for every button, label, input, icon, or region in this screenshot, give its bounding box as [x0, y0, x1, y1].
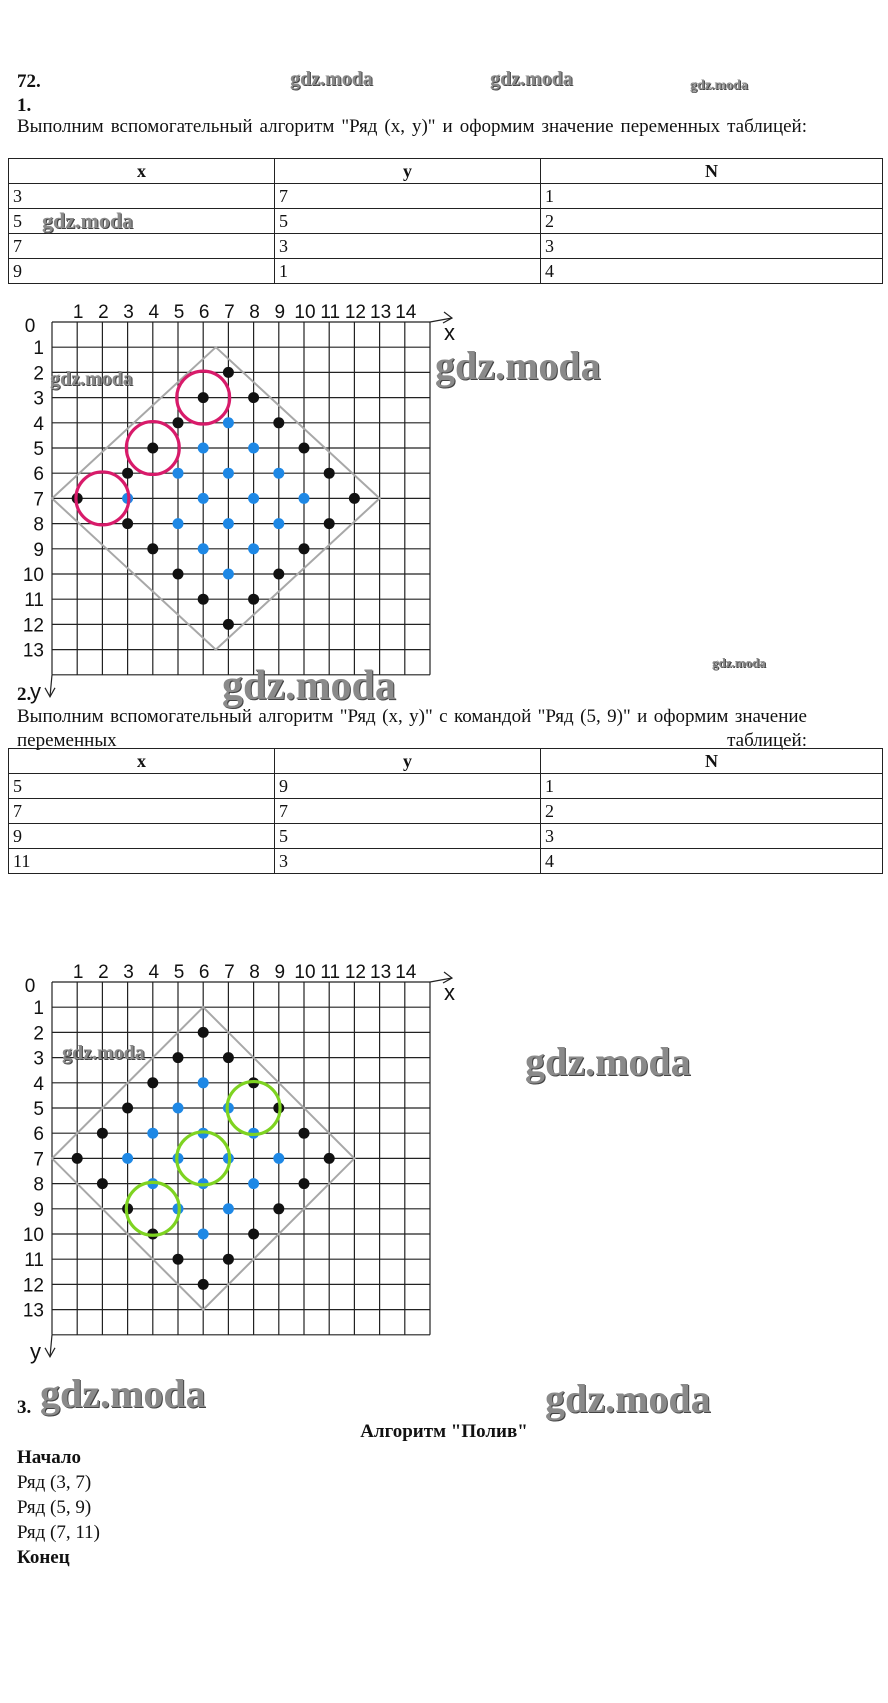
- y-tick-label: 10: [22, 1225, 44, 1246]
- table-row: [9, 824, 883, 849]
- black-point: [223, 619, 234, 630]
- x-tick-label: 9: [274, 302, 286, 323]
- y-tick-label: 9: [33, 539, 44, 561]
- part2-label: 2.: [17, 684, 32, 705]
- y-tick-label: 11: [24, 1250, 44, 1272]
- x-tick-label: 3: [123, 962, 134, 983]
- table-header-row: [9, 749, 883, 774]
- part3-label: 3.: [17, 1397, 32, 1418]
- cell-n: 2: [541, 209, 883, 234]
- y-tick-label: 1: [33, 998, 44, 1020]
- x-tick-label: 0: [24, 316, 36, 337]
- blue-point: [223, 468, 234, 479]
- cell-y: 7: [275, 184, 541, 209]
- watermark: gdz.moda: [490, 68, 573, 90]
- y-tick-label: 4: [33, 413, 44, 435]
- cell-n: 4: [541, 259, 883, 284]
- table-header-row: [9, 159, 883, 184]
- black-point: [198, 1027, 209, 1038]
- part1-text: Выполним вспомогательный алгоритм "Ряд (x, y)" и оформим значение переменных таблицей:: [17, 116, 807, 137]
- x-tick-label: 6: [198, 302, 210, 323]
- x-tick-label: 0: [24, 976, 36, 997]
- y-tick-label: 3: [33, 1048, 44, 1070]
- x-tick-label: 1: [72, 302, 84, 323]
- part1-table: [8, 158, 883, 284]
- black-point: [147, 543, 158, 554]
- y-tick-label: 5: [33, 439, 44, 460]
- black-point: [97, 1178, 108, 1189]
- y-tick-label: 12: [22, 615, 44, 637]
- blue-point: [248, 1178, 259, 1189]
- black-point: [122, 468, 133, 479]
- x-tick-label: 12: [344, 302, 366, 323]
- cell-y: 5: [275, 209, 541, 234]
- black-point: [299, 1128, 310, 1139]
- black-point: [173, 1052, 184, 1063]
- cell-n: 1: [541, 774, 883, 799]
- cell-n: 2: [541, 799, 883, 824]
- black-point: [223, 1052, 234, 1063]
- blue-point: [223, 518, 234, 529]
- black-point: [324, 468, 335, 479]
- watermark: gdz.moda: [290, 68, 373, 90]
- x-tick-label: 5: [173, 962, 185, 983]
- black-point: [273, 417, 284, 428]
- blue-point: [147, 1128, 158, 1139]
- black-point: [173, 569, 184, 580]
- part1-label: 1.: [17, 95, 32, 116]
- part2-text: Выполним вспомогательный алгоритм "Ряд (x, y)" с командой "Ряд (5, 9)" и оформим значение переменных таблицей:: [17, 706, 807, 751]
- cell-y: 1: [275, 259, 541, 284]
- black-point: [349, 493, 360, 504]
- blue-point: [299, 493, 310, 504]
- y-tick-label: 9: [33, 1199, 44, 1221]
- black-point: [299, 543, 310, 554]
- x-tick-label: 6: [198, 962, 210, 983]
- cell-x: 5: [9, 774, 275, 799]
- x-tick-label: 1: [72, 962, 84, 983]
- col-n-header: N: [541, 159, 883, 184]
- blue-point: [248, 493, 259, 504]
- y-tick-label: 12: [22, 1275, 44, 1297]
- black-point: [173, 417, 184, 428]
- y-tick-label: 7: [33, 489, 44, 511]
- black-point: [122, 1103, 133, 1114]
- x-tick-label: 7: [224, 962, 235, 983]
- x-tick-label: 2: [98, 302, 109, 323]
- x-tick-label: 9: [274, 962, 286, 983]
- x-tick-label: 3: [123, 302, 134, 323]
- x-tick-label: 8: [249, 302, 260, 323]
- watermark: gdz.moda: [40, 1371, 206, 1416]
- y-tick-label: 8: [33, 514, 44, 536]
- blue-point: [198, 1229, 209, 1240]
- table-row: [9, 209, 883, 234]
- y-tick-label: 2: [33, 363, 44, 385]
- cell-n: 4: [541, 849, 883, 874]
- table-row: [9, 774, 883, 799]
- cell-y: 5: [275, 824, 541, 849]
- cell-x: 5: [9, 209, 275, 234]
- watermark: gdz.moda: [62, 1042, 145, 1064]
- x-tick-label: 11: [320, 302, 341, 323]
- black-point: [273, 569, 284, 580]
- y-tick-label: 3: [33, 388, 44, 410]
- blue-point: [273, 468, 284, 479]
- black-point: [97, 1128, 108, 1139]
- black-point: [147, 1077, 158, 1088]
- watermark: gdz.moda: [525, 1039, 691, 1084]
- y-axis-label: y: [30, 678, 41, 704]
- y-tick-label: 11: [24, 590, 44, 612]
- col-y-header: y: [275, 159, 541, 184]
- blue-point: [223, 1203, 234, 1214]
- blue-point: [273, 518, 284, 529]
- grid-diagram-1: [0, 300, 480, 710]
- y-tick-label: 6: [33, 1124, 44, 1146]
- table-row: [9, 799, 883, 824]
- black-point: [248, 392, 259, 403]
- blue-point: [198, 493, 209, 504]
- black-point: [299, 443, 310, 454]
- black-point: [248, 1229, 259, 1240]
- x-axis-label: x: [444, 980, 455, 1005]
- y-tick-label: 13: [22, 640, 44, 662]
- black-point: [223, 1254, 234, 1265]
- black-point: [147, 443, 158, 454]
- task-number: 72.: [17, 71, 41, 92]
- algorithm-title: Алгоритм "Полив": [360, 1421, 528, 1442]
- cell-y: 7: [275, 799, 541, 824]
- cell-x: 3: [9, 184, 275, 209]
- y-tick-label: 1: [33, 338, 44, 360]
- cell-y: 3: [275, 234, 541, 259]
- x-tick-label: 14: [395, 302, 417, 323]
- cell-y: 9: [275, 774, 541, 799]
- x-tick-label: 2: [98, 962, 109, 983]
- algo-line: Ряд (5, 9): [17, 1497, 92, 1518]
- x-axis-label: x: [444, 320, 455, 345]
- black-point: [173, 1254, 184, 1265]
- y-tick-label: 2: [33, 1023, 44, 1045]
- black-point: [223, 367, 234, 378]
- black-point: [273, 1203, 284, 1214]
- black-point: [324, 1153, 335, 1164]
- table-row: [9, 259, 883, 284]
- x-tick-label: 13: [370, 962, 392, 983]
- cell-x: 7: [9, 799, 275, 824]
- algo-line: Ряд (7, 11): [17, 1522, 100, 1543]
- cell-x: 9: [9, 824, 275, 849]
- black-point: [72, 1153, 83, 1164]
- blue-point: [198, 543, 209, 554]
- y-tick-label: 4: [33, 1073, 44, 1095]
- blue-point: [198, 1077, 209, 1088]
- watermark: gdz.moda: [222, 663, 396, 709]
- x-tick-label: 10: [294, 302, 316, 323]
- x-tick-label: 13: [370, 302, 392, 323]
- x-tick-label: 4: [148, 302, 160, 323]
- blue-point: [223, 417, 234, 428]
- x-tick-label: 11: [320, 962, 341, 983]
- black-point: [198, 1279, 209, 1290]
- table-row: [9, 184, 883, 209]
- black-point: [122, 518, 133, 529]
- black-point: [198, 594, 209, 605]
- y-tick-label: 5: [33, 1099, 44, 1120]
- x-tick-label: 12: [344, 962, 366, 983]
- algo-line: Ряд (3, 7): [17, 1472, 92, 1493]
- cell-x: 7: [9, 234, 275, 259]
- blue-point: [173, 468, 184, 479]
- y-tick-label: 13: [22, 1300, 44, 1322]
- blue-point: [248, 443, 259, 454]
- blue-point: [273, 1153, 284, 1164]
- blue-point: [122, 1153, 133, 1164]
- blue-point: [173, 518, 184, 529]
- part2-table: [8, 748, 883, 874]
- black-point: [324, 518, 335, 529]
- watermark: gdz.moda: [545, 1376, 711, 1421]
- black-point: [299, 1178, 310, 1189]
- col-x-header: x: [9, 159, 275, 184]
- x-tick-label: 7: [224, 302, 235, 323]
- blue-point: [173, 1103, 184, 1114]
- y-tick-label: 7: [33, 1149, 44, 1171]
- x-tick-label: 14: [395, 962, 417, 983]
- table-row: [9, 849, 883, 874]
- grid-diagram-2: [0, 960, 480, 1370]
- watermark: gdz.moda: [42, 208, 134, 233]
- x-tick-label: 5: [173, 302, 185, 323]
- algo-line: Конец: [17, 1547, 70, 1568]
- cell-n: 3: [541, 824, 883, 849]
- y-tick-label: 8: [33, 1174, 44, 1196]
- blue-point: [223, 569, 234, 580]
- black-point: [248, 594, 259, 605]
- y-axis-label: y: [30, 1338, 41, 1364]
- watermark: gdz.moda: [50, 368, 133, 390]
- cell-n: 1: [541, 184, 883, 209]
- algo-line: Начало: [17, 1447, 82, 1468]
- cell-x: 11: [9, 849, 275, 874]
- cell-n: 3: [541, 234, 883, 259]
- cell-y: 3: [275, 849, 541, 874]
- y-tick-label: 6: [33, 464, 44, 486]
- col-n-header: N: [541, 749, 883, 774]
- y-tick-label: 10: [22, 565, 44, 586]
- x-tick-label: 4: [148, 962, 160, 983]
- black-point: [198, 392, 209, 403]
- x-tick-label: 10: [294, 962, 316, 983]
- x-tick-label: 8: [249, 962, 260, 983]
- blue-point: [198, 443, 209, 454]
- watermark: gdz.moda: [712, 655, 766, 670]
- col-y-header: y: [275, 749, 541, 774]
- watermark: gdz.moda: [435, 343, 601, 388]
- cell-x: 9: [9, 259, 275, 284]
- table-row: [9, 234, 883, 259]
- blue-point: [248, 543, 259, 554]
- col-x-header: x: [9, 749, 275, 774]
- watermark: gdz.moda: [690, 78, 748, 93]
